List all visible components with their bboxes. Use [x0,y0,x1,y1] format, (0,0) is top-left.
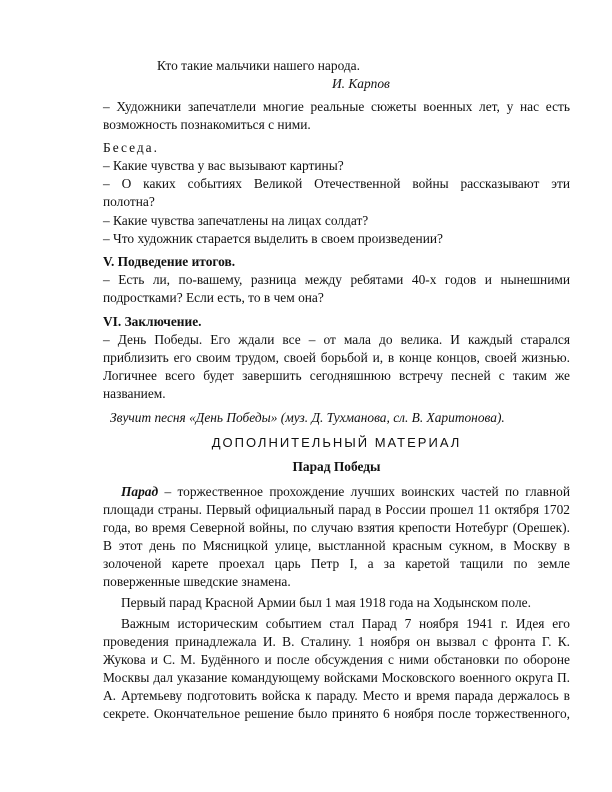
parade-paragraph-line: В этот день по Мясницкой улице, выстланной красным сукном, в Москву в [103,538,570,553]
parade-paragraph-line: поверженные шведские знамена. [103,574,291,589]
conclusion-line: приблизить его своим трудом, своей борьбой и, в конце концов, своей жизнью. [103,350,570,365]
conversation-heading: Беседа. [103,140,159,155]
parade-term: Парад [121,484,159,499]
parade-1941-line: проведения принадлежала И. В. Сталину. 1 ноября он вызвал с фронта Г. К. [103,634,570,649]
section-heading-summary: V. Подведение итогов. [103,254,236,269]
question-line: – Какие чувства у вас вызывают картины? [103,158,344,173]
parade-1941-line: Жукова и С. М. Будённого и после обсуждения с ними обстановки по обороне [103,652,570,667]
poem-author: И. Карпов [332,76,390,91]
parade-1941-line: Москвы дал указание командующему войсками Московского военного округа П. [103,670,570,685]
parade-definition: – торжественное прохождение лучших воинских частей по главной [158,484,570,499]
parade-paragraph-line: года, во время Северной войны, по случаю взятия крепости Нотебург (Орешек). [103,520,570,535]
intro-line: – Художники запечатлели многие реальные сюжеты военных лет, у нас есть [103,99,570,114]
extra-subheading: Парад Победы [292,459,381,474]
extra-heading: ДОПОЛНИТЕЛЬНЫЙ МАТЕРИАЛ [211,435,462,450]
song-note: Звучит песня «День Победы» (муз. Д. Тухманова, сл. В. Харитонова). [110,410,505,425]
conclusion-line: – День Победы. Его ждали все – от мала до велика. И каждый старался [103,332,570,347]
section-heading-conclusion: VI. Заключение. [103,314,202,329]
parade-1941-line: А. Артемьеву подготовить войска к параду. Место и время парада держалось в [103,688,570,703]
conclusion-line: Логичнее всего будет завершить сегодняшнюю встречу песней с таким же [103,368,570,383]
parade-paragraph-line: золоченой карете проехал царь Петр I, а за каретой тащили по земле [103,556,570,571]
parade-paragraph-line: площади страны. Первый официальный парад в России прошел 11 октября 1702 [103,502,570,517]
question-line: – Что художник старается выделить в своем произведении? [103,231,443,246]
parade-1941-line: Важным историческим событием стал Парад 7 ноября 1941 г. Идея его [121,616,570,631]
red-army-parade-line: Первый парад Красной Армии был 1 мая 1918 года на Ходынском поле. [121,595,531,610]
summary-line: – Есть ли, по-вашему, разница между ребятами 40-х годов и нынешними [103,272,570,287]
question-line: полотна? [103,194,155,209]
summary-line: подростками? Если есть, то в чем она? [103,290,324,305]
conclusion-line: названием. [103,386,166,401]
question-line: – Какие чувства запечатлены на лицах солдат? [103,213,369,228]
intro-line: возможность познакомиться с ними. [103,117,311,132]
parade-1941-line: секрете. Окончательное решение было принято 6 ноября после торжественного, [103,706,570,721]
parade-paragraph-line [103,484,570,500]
poem-line: Кто такие мальчики нашего народа. [157,58,360,73]
question-line: – О каких событиях Великой Отечественной войны рассказывают эти [103,176,570,191]
